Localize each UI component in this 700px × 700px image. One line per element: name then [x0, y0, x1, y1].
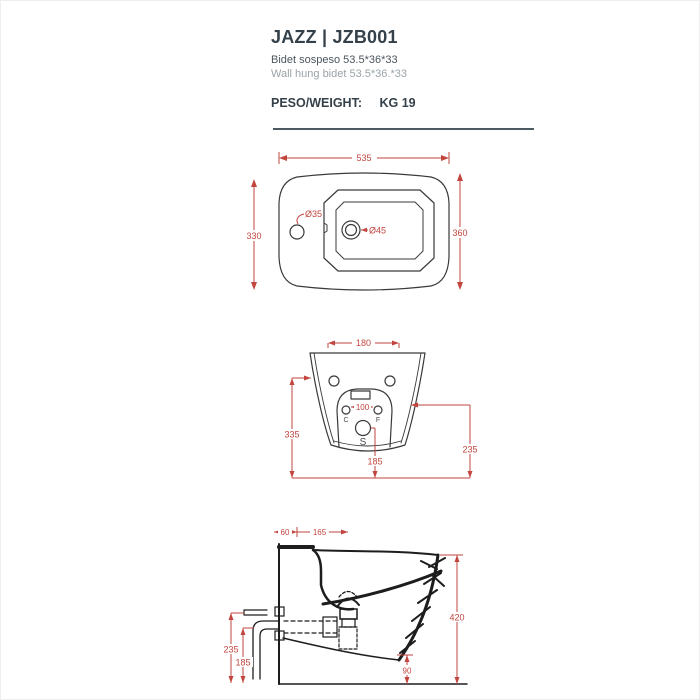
rear-right-arrows — [411, 403, 473, 479]
trap-height-dim: 235 — [223, 644, 239, 655]
top-view-left-dim: 330 — [246, 231, 262, 241]
technical-drawing — [1, 1, 700, 700]
subtitle-italian: Bidet sospeso 53.5*36*33 — [271, 54, 398, 66]
rear-top-width-dim: 180 — [355, 338, 372, 348]
rear-view — [282, 337, 480, 478]
tap-hole-leader — [297, 214, 304, 224]
drain-offset-dim-line — [371, 428, 375, 478]
weight-value: KG 19 — [379, 96, 416, 110]
drain-inner — [346, 225, 357, 236]
mounting-hole-left — [329, 376, 339, 386]
drain-dim: Ø45 — [369, 225, 387, 236]
drain-offset-arrow — [373, 471, 378, 478]
rear-height-left-dim: 335 — [284, 429, 300, 440]
rear-right-dim-line — [411, 405, 470, 478]
rear-height-right-dim: 235 — [462, 444, 478, 455]
wall-gap-dim: 60 — [280, 528, 290, 537]
total-depth-dim: 420 — [449, 612, 465, 623]
weight-label: PESO/WEIGHT: — [271, 96, 362, 110]
top-edge — [313, 550, 438, 555]
drain-pipe-dashed — [339, 627, 357, 649]
back-profile — [399, 555, 438, 660]
top-view — [244, 151, 470, 290]
inlet-stub — [244, 610, 267, 615]
rear-left-dim-line — [292, 378, 311, 478]
drain-label: S — [359, 437, 367, 448]
inlet-pipe-dashed — [284, 621, 339, 633]
inlet-height-dim: 185 — [235, 657, 251, 668]
mounting-hole-right — [385, 376, 395, 386]
rear-notch — [351, 391, 370, 399]
hot-label: F — [375, 417, 381, 424]
cold-label: C — [343, 417, 349, 424]
product-title: JAZZ | JZB001 — [271, 27, 398, 47]
tap-hole — [290, 225, 304, 239]
rear-left-arrows — [290, 376, 312, 479]
top-view-width-dim: 535 — [356, 153, 372, 163]
drain-cap-dashed — [339, 592, 357, 598]
drain-outer — [342, 221, 360, 239]
tap-hole-dim: Ø35 — [305, 209, 323, 219]
hole-spacing-dim: 100 — [355, 403, 370, 412]
front-offset-dim: 90 — [402, 666, 412, 676]
fixing-distance-dim: 165 — [312, 528, 327, 537]
cold-inlet-hole — [342, 406, 350, 414]
p-trap-pipe — [253, 621, 279, 679]
drain-leader-arrow — [361, 228, 367, 232]
side-view — [221, 527, 467, 684]
drain-hole — [356, 421, 371, 436]
subtitle-english: Wall hung bidet 53.5*36.*33 — [271, 68, 407, 80]
pipe-fitting — [323, 617, 337, 637]
hot-inlet-hole — [374, 406, 382, 414]
rear-drain-offset-dim: 185 — [367, 456, 383, 467]
top-view-right-dim: 360 — [452, 228, 468, 238]
drain-nut — [342, 619, 355, 627]
